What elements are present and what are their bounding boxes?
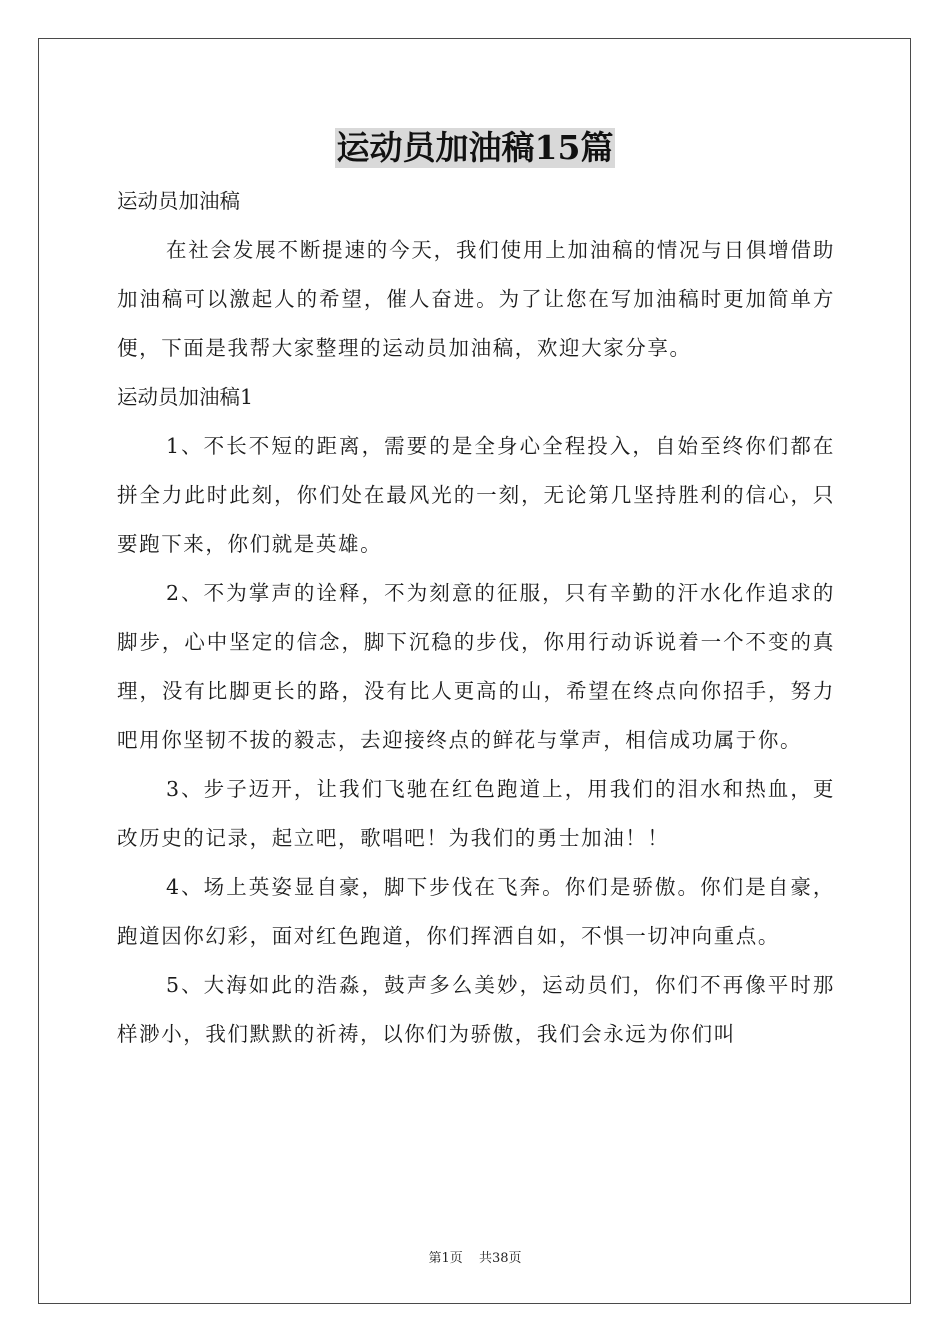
cheer-item-1: 1、不长不短的距离，需要的是全身心全程投入，自始至终你们都在拼全力此时此刻，你们处在最风光的一刻，无论第几坚持胜利的信心，只要跑下来，你们就是英雄。 [117,434,835,556]
cheer-item-5: 5、大海如此的浩淼，鼓声多么美妙，运动员们，你们不再像平时那样渺小，我们默默的祈祷，以你们为骄傲，我们会永远为你们叫 [117,973,835,1046]
cheer-item-4: 4、场上英姿显自豪，脚下步伐在飞奔。你们是骄傲。你们是自豪，跑道因你幻彩，面对红色跑道，你们挥洒自如，不惧一切冲向重点。 [117,875,835,948]
page-number: 第1页 [428,1251,463,1266]
section-title: 运动员加油稿1 [117,385,254,409]
page-total: 共38页 [478,1251,522,1266]
document-title: 运动员加油稿15篇 [336,128,614,167]
intro-paragraph: 在社会发展不断提速的今天，我们使用上加油稿的情况与日俱增借助加油稿可以激起人的希望，催人奋进。为了让您在写加油稿时更加简单方便，下面是我帮大家整理的运动员加油稿，欢迎大家分享。 [117,238,835,360]
page-footer [0,1247,950,1266]
document-heading: 运动员加油稿 [117,189,240,213]
cheer-item-2: 2、不为掌声的诠释，不为刻意的征服，只有辛勤的汗水化作追求的脚步，心中坚定的信念，脚下沉稳的步伐，你用行动诉说着一个不变的真理，没有比脚更长的路，没有比人更高的山，希望在终点向你招手，努力吧用你坚韧不拔的毅志，去迎接终点的鲜花与掌声，相信成功属于你。 [117,581,835,752]
cheer-item-3: 3、步子迈开，让我们飞驰在红色跑道上，用我们的泪水和热血，更改历史的记录，起立吧，歌唱吧！为我们的勇士加油！！ [117,777,835,850]
document-body [117,177,835,1059]
title-container [0,128,950,168]
